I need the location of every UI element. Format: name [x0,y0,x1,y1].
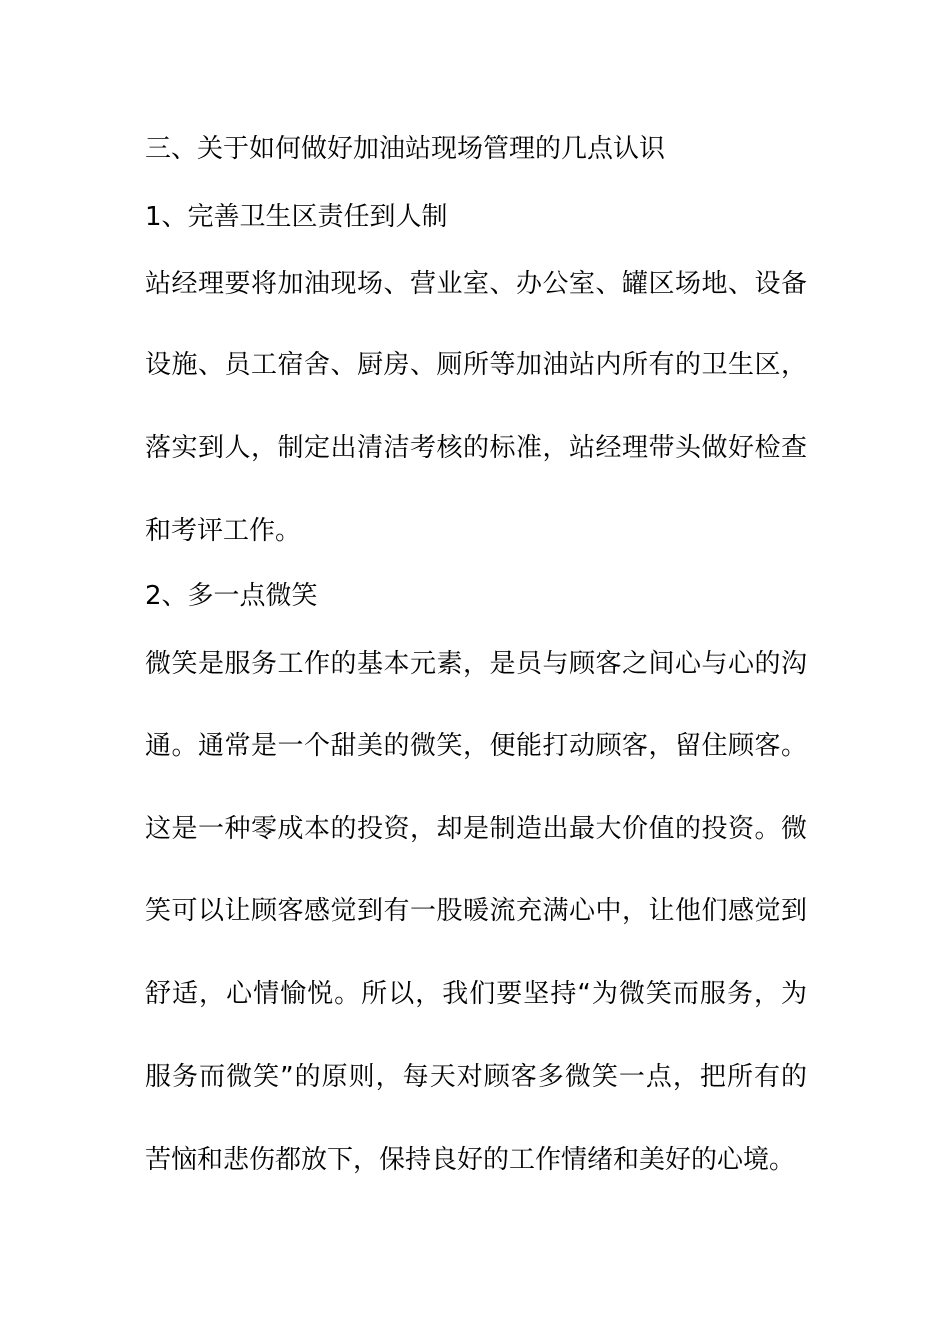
item1-paragraph-line: 落实到人，制定出清洁考核的标准，站经理带头做好检查 [145,433,807,463]
item2-paragraph-line: 笑可以让顾客感觉到有一股暖流充满心中，让他们感觉到 [145,896,807,926]
item2-paragraph-line: 微笑是服务工作的基本元素，是员与顾客之间心与心的沟 [145,649,807,679]
item2-heading: 2、多一点微笑 [145,581,318,611]
item1-heading: 1、完善卫生区责任到人制 [145,202,448,232]
item1-paragraph-line: 和考评工作。 [145,516,302,546]
item2-paragraph-line: 通。通常是一个甜美的微笑，便能打动顾客，留住顾客。 [145,731,807,761]
item2-paragraph-line: 这是一种零成本的投资，却是制造出最大价值的投资。微 [145,814,807,844]
item2-paragraph-line: 舒适，心情愉悦。所以，我们要坚持“为微笑而服务，为 [145,979,807,1009]
section-heading: 三、关于如何做好加油站现场管理的几点认识 [145,134,666,164]
item1-paragraph-line: 设施、员工宿舍、厨房、厕所等加油站内所有的卫生区， [145,350,807,380]
item2-paragraph-line: 服务而微笑”的原则，每天对顾客多微笑一点，把所有的 [145,1062,807,1092]
item2-paragraph-line: 苦恼和悲伤都放下，保持良好的工作情绪和美好的心境。 [145,1145,796,1175]
item1-paragraph-line: 站经理要将加油现场、营业室、办公室、罐区场地、设备 [145,269,807,299]
